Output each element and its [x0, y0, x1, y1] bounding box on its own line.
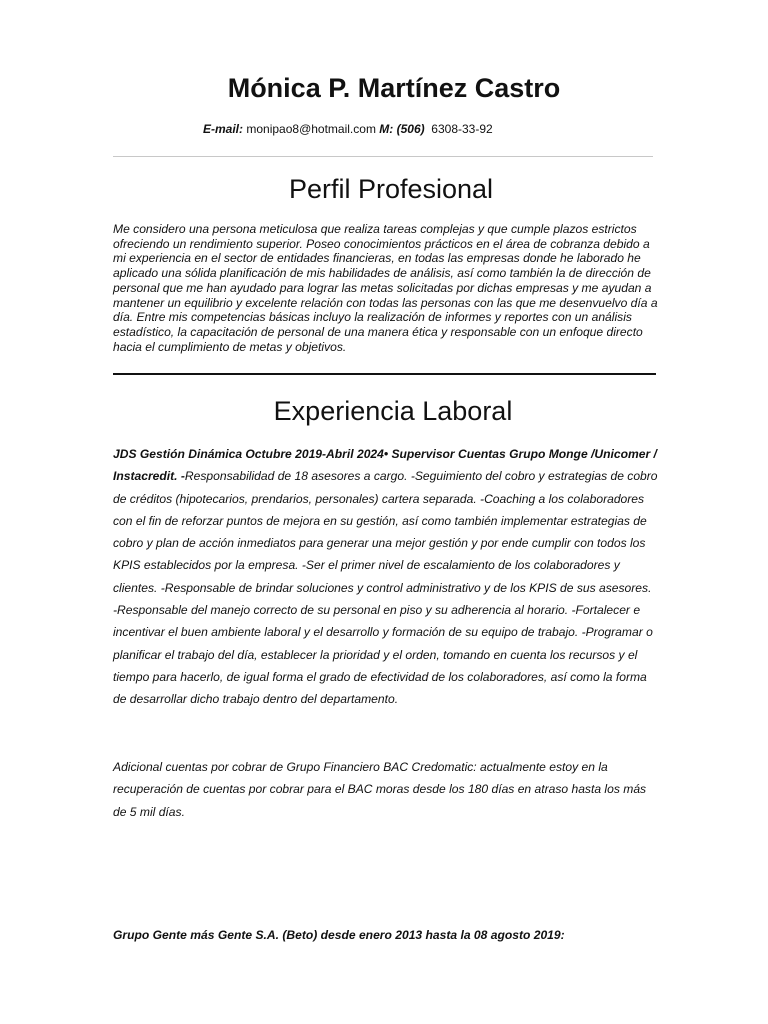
experiencia-heading: Experiencia Laboral	[273, 396, 513, 426]
job1-title: JDS Gestión Dinámica Octubre 2019-Abril 2024• Supervisor Cuentas Grupo Monge /Unicomer / Instacredit. -	[113, 447, 657, 484]
contact-line	[203, 122, 493, 136]
phone-value: 6308-33-92	[431, 122, 493, 136]
header-divider	[113, 156, 653, 157]
email-label: E-mail:	[203, 122, 244, 136]
adicional-paragraph: Adicional cuentas por cobrar de Grupo Financiero BAC Credomatic: actualmente estoy en la recuperación de cuentas por cobrar para el BAC moras desde los 180 días en atraso hasta los más de 5 mil días.	[113, 760, 647, 819]
email-value: monipao8@hotmail.com	[246, 122, 376, 136]
phone-label: M: (506)	[379, 122, 425, 136]
perfil-paragraph: Me considero una persona meticulosa que realiza tareas complejas y que cumple plazos estrictos ofreciendo un rendimiento superior. Poseo conocimientos prácticos en el área de cobranza debido a mi experiencia en el sector de entidades financieras, en todas las empresas donde he laborado he aplicado una sólida planificación de mis habilidades de análisis, así como también la de dirección de personal que me han ayudado para lograr las metas solicitadas por dichas empresas y me ayudan a mantener un equilibrio y excelente relación con todas las personas con las que me desenvuelvo día a día. Entre mis competencias básicas incluyo la realización de informes y reportes con un análisis estadístico, la capacitación de personal de una manera ética y responsable con un enfoque directo hacia el cumplimiento de metas y objetivos.	[113, 222, 658, 354]
job2-title: Grupo Gente más Gente S.A. (Beto) desde enero 2013 hasta la 08 agosto 2019:	[113, 928, 565, 942]
job1-paragraph	[113, 443, 658, 711]
section-divider	[113, 373, 656, 375]
job1-description: Responsabilidad de 18 asesores a cargo. -Seguimiento del cobro y estrategias de cobro de créditos (hipotecarios, prendarios, personales) cartera separada. -Coaching a los colaboradores con el fin de reforzar puntos de mejora en su gestión, así como también implementar estrategias de cobro y plan de acción inmediatos para generar una mejor gestión y por ende cumplir con todos los KPIS establecidos por la empresa. -Ser el primer nivel de escalamiento de los colaboradores y clientes. -Responsable de brindar soluciones y control administrativo y de los KPIS de sus asesores. -Responsable del manejo correcto de su personal en piso y su adherencia al horario. -Fortalecer e incentivar el buen ambiente laboral y el desarrollo y formación de su equipo de trabajo. -Programar o planificar el trabajo del día, establecer la prioridad y el orden, tomando en cuenta los recursos y el tiempo para hacerlo, de igual forma el grado de efectividad de los colaboradores, así como la forma de desarrollar dicho trabajo dentro del departamento.	[113, 469, 658, 707]
candidate-name: Mónica P. Martínez Castro	[227, 73, 561, 103]
perfil-heading: Perfil Profesional	[288, 174, 494, 204]
